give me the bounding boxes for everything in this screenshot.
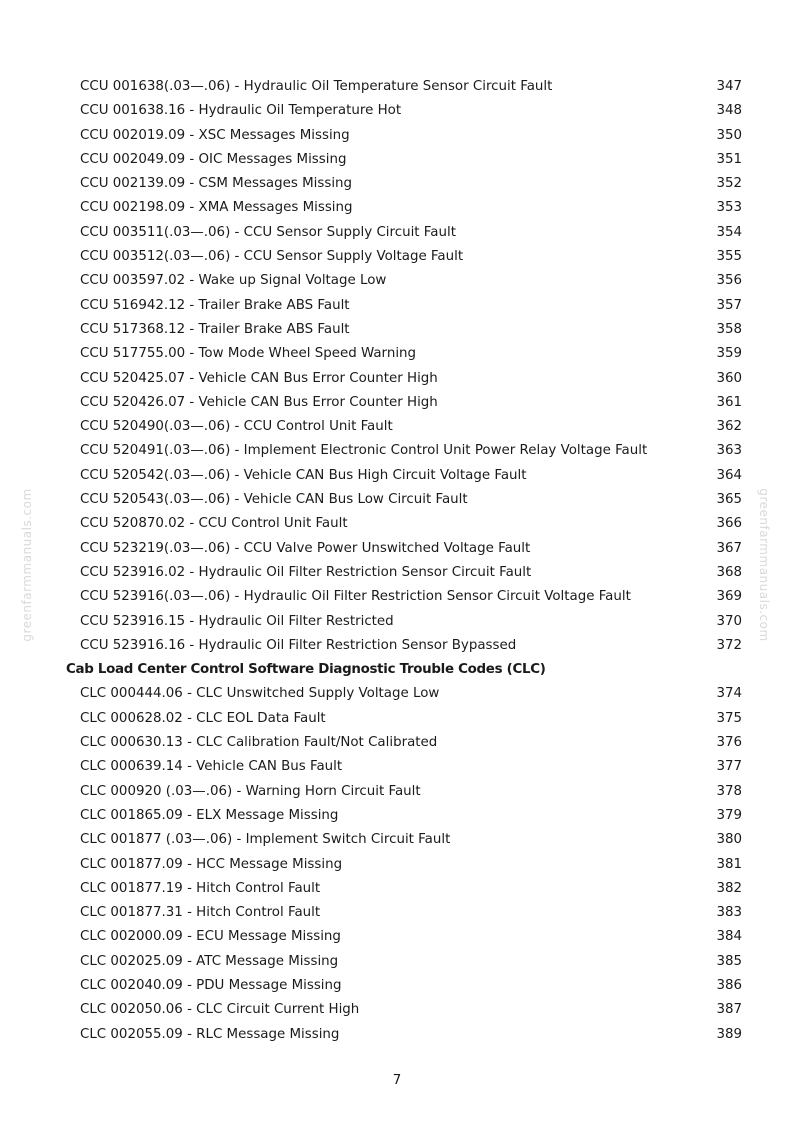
toc-entry-title: CLC 001877.31 - Hitch Control Fault (80, 905, 321, 921)
toc-entry-title: CLC 002040.09 - PDU Message Missing (80, 977, 342, 993)
toc-entry[interactable] (0, 1023, 794, 1047)
toc-entry-title: CCU 001638(.03—.06) - Hydraulic Oil Temperature Sensor Circuit Fault (80, 79, 553, 94)
toc-entry-title: CLC 002050.06 - CLC Circuit Current High (80, 1002, 360, 1018)
toc-entry-title: CCU 520870.02 - CCU Control Unit Fault (80, 516, 348, 532)
toc-entry-page-number: 370 (716, 613, 742, 629)
toc-entry-page-number: 361 (716, 394, 742, 410)
toc-entry-title: CCU 002019.09 - XSC Messages Missing (80, 127, 350, 143)
toc-entry-page-number: 354 (716, 224, 742, 240)
toc-entry-title: CCU 003597.02 - Wake up Signal Voltage Low (80, 273, 387, 289)
toc-entry-title: CLC 001877 (.03—.06) - Implement Switch Circuit Fault (80, 832, 451, 848)
toc-entry-title: CLC 000630.13 - CLC Calibration Fault/Not Calibrated (80, 735, 438, 751)
section-title: Cab Load Center Control Software Diagnostic Trouble Codes (CLC) (66, 662, 546, 678)
toc-entry-page-number: 386 (716, 977, 742, 993)
toc-entry-title: CCU 520426.07 - Vehicle CAN Bus Error Counter High (80, 394, 438, 410)
toc-entry-title: CCU 520425.07 - Vehicle CAN Bus Error Counter High (80, 370, 438, 386)
toc-entry[interactable] (0, 488, 794, 512)
toc-entry-title: CCU 002198.09 - XMA Messages Missing (80, 200, 353, 216)
toc-entry[interactable] (0, 853, 794, 877)
toc-entry-page-number: 368 (716, 564, 742, 580)
toc-entry[interactable] (0, 755, 794, 779)
toc-entry[interactable] (0, 342, 794, 366)
toc-entry-title: CCU 003512(.03—.06) - CCU Sensor Supply Voltage Fault (80, 249, 464, 265)
toc-entry[interactable] (0, 561, 794, 585)
toc-entry-page-number: 376 (716, 735, 742, 751)
toc-entry[interactable] (0, 901, 794, 925)
toc-entry-title: CCU 002049.09 - OIC Messages Missing (80, 151, 347, 167)
toc-entry[interactable] (0, 877, 794, 901)
toc-entry-title: CCU 523916.16 - Hydraulic Oil Filter Restriction Sensor Bypassed (80, 637, 517, 653)
toc-entry-page-number: 379 (716, 807, 742, 823)
page-number: 7 (392, 1073, 402, 1088)
toc-entry-page-number: 384 (716, 929, 742, 945)
toc-entry-title: CCU 517755.00 - Tow Mode Wheel Speed Warning (80, 346, 417, 362)
toc-entry-page-number: 372 (716, 637, 742, 653)
toc-entry[interactable] (0, 950, 794, 974)
toc-entry-page-number: 385 (716, 953, 742, 969)
toc-entry-page-number: 350 (716, 127, 742, 143)
toc-entry-page-number: 374 (716, 686, 742, 702)
toc-entry[interactable] (0, 925, 794, 949)
toc-entry-title: CCU 520490(.03—.06) - CCU Control Unit Fault (80, 419, 393, 435)
toc-entry-page-number: 352 (716, 176, 742, 192)
toc-entry[interactable] (0, 804, 794, 828)
toc-entry[interactable] (0, 585, 794, 609)
toc-entry-title: CCU 523916(.03—.06) - Hydraulic Oil Filter Restriction Sensor Circuit Voltage Fault (80, 589, 631, 605)
toc-entry[interactable] (0, 610, 794, 634)
toc-entry-page-number: 358 (716, 321, 742, 337)
toc-entry-page-number: 364 (716, 467, 742, 483)
toc-entry-page-number: 353 (716, 200, 742, 216)
toc-entry-page-number: 357 (716, 297, 742, 313)
toc-entry-page-number: 381 (716, 856, 742, 872)
toc-entry[interactable] (0, 974, 794, 998)
toc-entry-title: CLC 000628.02 - CLC EOL Data Fault (80, 710, 326, 726)
toc-entry-title: CCU 517368.12 - Trailer Brake ABS Fault (80, 321, 350, 337)
watermark-left: greenfarmmanuals.com (20, 488, 34, 642)
toc-entry-title: CCU 520542(.03—.06) - Vehicle CAN Bus High Circuit Voltage Fault (80, 467, 527, 483)
toc-entry[interactable] (0, 707, 794, 731)
table-of-contents (0, 75, 794, 1047)
toc-entry-title: CLC 000639.14 - Vehicle CAN Bus Fault (80, 759, 343, 775)
toc-entry-title: CCU 520543(.03—.06) - Vehicle CAN Bus Low Circuit Fault (80, 492, 468, 508)
toc-entry-page-number: 369 (716, 589, 742, 605)
toc-entry-title: CLC 001865.09 - ELX Message Missing (80, 807, 339, 823)
toc-entry-page-number: 347 (716, 79, 742, 94)
toc-entry-page-number: 377 (716, 759, 742, 775)
toc-entry[interactable] (0, 537, 794, 561)
toc-entry[interactable] (0, 464, 794, 488)
toc-entry[interactable] (0, 99, 794, 123)
toc-entry-title: CCU 520491(.03—.06) - Implement Electronic Control Unit Power Relay Voltage Fault (80, 443, 648, 459)
toc-entry-page-number: 348 (716, 103, 742, 119)
toc-entry[interactable] (0, 415, 794, 439)
toc-entry[interactable] (0, 172, 794, 196)
toc-entry-page-number: 375 (716, 710, 742, 726)
toc-entry-page-number: 351 (716, 151, 742, 167)
toc-entry-page-number: 360 (716, 370, 742, 386)
toc-entry[interactable] (0, 828, 794, 852)
toc-entry[interactable] (0, 196, 794, 220)
toc-entry-title: CCU 002139.09 - CSM Messages Missing (80, 176, 353, 192)
toc-entry-title: CLC 001877.19 - Hitch Control Fault (80, 880, 321, 896)
toc-entry-page-number: 389 (716, 1026, 742, 1042)
toc-entry-title: CLC 000444.06 - CLC Unswitched Supply Voltage Low (80, 686, 440, 702)
toc-entry[interactable] (0, 512, 794, 536)
toc-entry-page-number: 363 (716, 443, 742, 459)
toc-entry-title: CLC 002000.09 - ECU Message Missing (80, 929, 341, 945)
toc-entry-title: CCU 523916.02 - Hydraulic Oil Filter Restriction Sensor Circuit Fault (80, 564, 532, 580)
toc-entry-page-number: 378 (716, 783, 742, 799)
toc-entry[interactable] (0, 269, 794, 293)
section-heading (0, 658, 794, 682)
toc-entry-title: CCU 003511(.03—.06) - CCU Sensor Supply Circuit Fault (80, 224, 456, 240)
toc-entry[interactable] (0, 367, 794, 391)
toc-entry-title: CCU 523916.15 - Hydraulic Oil Filter Restricted (80, 613, 394, 629)
toc-entry[interactable] (0, 731, 794, 755)
toc-entry[interactable] (0, 221, 794, 245)
toc-entry-page-number: 362 (716, 419, 742, 435)
toc-entry[interactable] (0, 998, 794, 1022)
toc-entry-page-number: 382 (716, 880, 742, 896)
toc-entry-title: CLC 002055.09 - RLC Message Missing (80, 1026, 340, 1042)
toc-entry-page-number: 366 (716, 516, 742, 532)
toc-entry[interactable] (0, 245, 794, 269)
toc-entry[interactable] (0, 391, 794, 415)
toc-entry-page-number: 367 (716, 540, 742, 556)
toc-entry-page-number: 383 (716, 905, 742, 921)
toc-entry-page-number: 356 (716, 273, 742, 289)
toc-entry-title: CLC 000920 (.03—.06) - Warning Horn Circuit Fault (80, 783, 421, 799)
toc-entry[interactable] (0, 439, 794, 463)
toc-entry[interactable] (0, 318, 794, 342)
toc-entry[interactable] (0, 294, 794, 318)
toc-entry-title: CCU 516942.12 - Trailer Brake ABS Fault (80, 297, 350, 313)
toc-entry[interactable] (0, 124, 794, 148)
toc-entry-title: CLC 002025.09 - ATC Message Missing (80, 953, 339, 969)
toc-entry[interactable] (0, 75, 794, 99)
toc-entry-title: CLC 001877.09 - HCC Message Missing (80, 856, 343, 872)
toc-entry-title: CCU 523219(.03—.06) - CCU Valve Power Unswitched Voltage Fault (80, 540, 531, 556)
toc-entry[interactable] (0, 148, 794, 172)
toc-entry-page-number: 365 (716, 492, 742, 508)
watermark-right: greenfarmmanuals.com (757, 488, 771, 642)
toc-entry-page-number: 380 (716, 832, 742, 848)
toc-entry[interactable] (0, 780, 794, 804)
toc-entry[interactable] (0, 634, 794, 658)
toc-entry[interactable] (0, 682, 794, 706)
toc-entry-page-number: 387 (716, 1002, 742, 1018)
toc-entry-page-number: 359 (716, 346, 742, 362)
toc-entry-title: CCU 001638.16 - Hydraulic Oil Temperature Hot (80, 103, 402, 119)
toc-entry-page-number: 355 (716, 249, 742, 265)
